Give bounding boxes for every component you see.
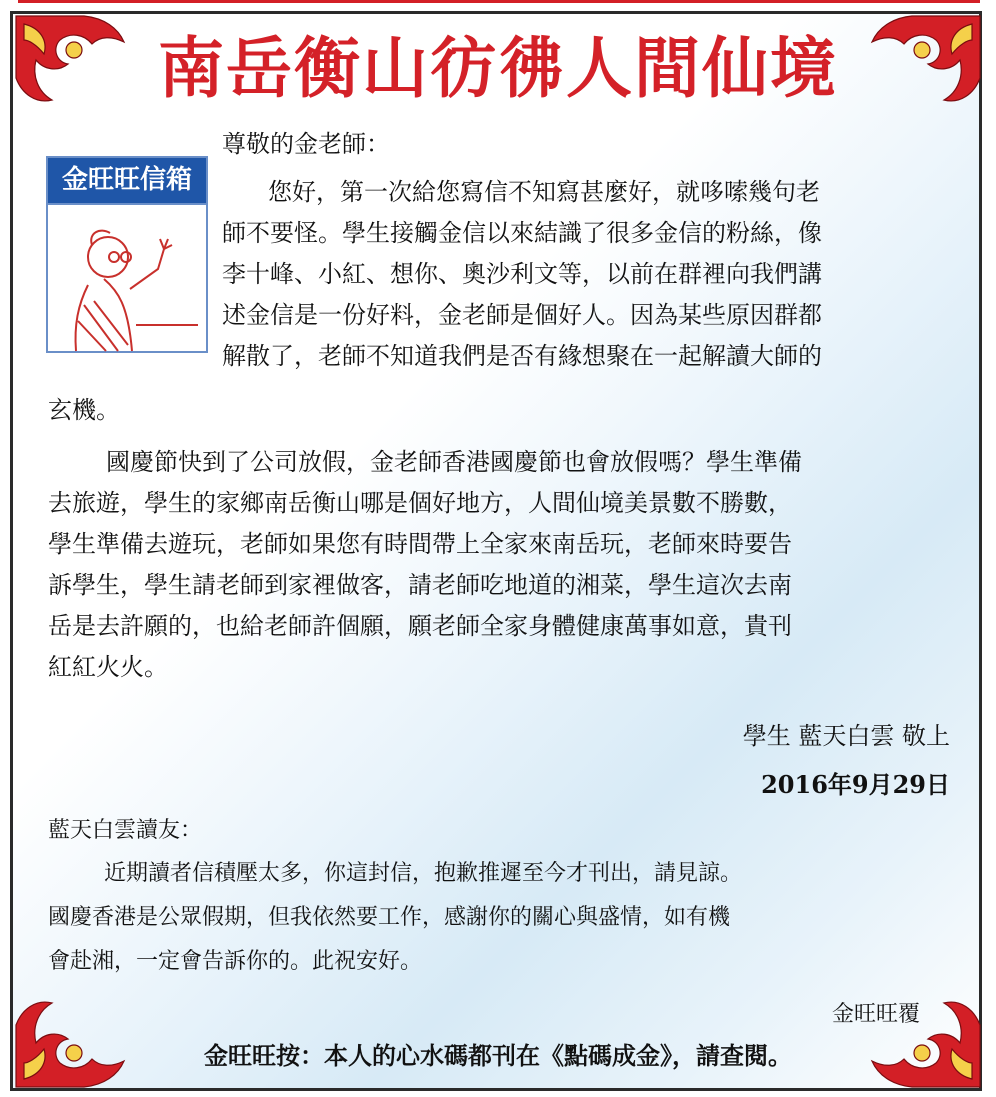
- reply-salutation: 藍天白雲讀友：: [48, 818, 203, 843]
- text-line: 師不要怪。學生接觸金信以來結識了很多金信的粉絲，像: [222, 219, 822, 247]
- mailbox-title: 金旺旺信箱: [48, 158, 206, 205]
- columnist-illustration-icon: [48, 205, 206, 353]
- letter-paragraph-1: [222, 172, 952, 377]
- editor-note: 金旺旺按：本人的心水碼都刊在《點碼成金》，請查閱。: [204, 1042, 792, 1070]
- text-line: 去旅遊，學生的家鄉南岳衡山哪是個好地方，人間仙境美景數不勝數，: [48, 489, 792, 517]
- reply-signoff: 金旺旺覆: [831, 1002, 920, 1027]
- text-line: 近期讀者信積壓太多，你這封信，抱歉推遲至今才刊出，請見諒。: [104, 861, 743, 886]
- headline: 南岳衡山彷彿人間仙境: [158, 29, 838, 107]
- text-line: 訴學生，學生請老師到家裡做客，請老師吃地道的湘菜，學生這次去南: [48, 571, 792, 599]
- mailbox-logo: [46, 156, 208, 353]
- letter-date: 2016年9月29日: [761, 770, 950, 799]
- text-line: 述金信是一份好料，金老師是個好人。因為某些原因群都: [222, 301, 822, 329]
- text-line: 紅紅火火。: [48, 653, 168, 681]
- letter-salutation: 尊敬的金老師：: [222, 130, 390, 158]
- reply-paragraph: [48, 852, 948, 984]
- top-red-rule: [18, 0, 980, 3]
- text-line: 學生準備去遊玩，老師如果您有時間帶上全家來南岳玩，老師來時要告: [48, 530, 792, 558]
- text-line: 國慶香港是公眾假期，但我依然要工作，感謝你的關心與盛情，如有機: [48, 905, 731, 930]
- letter-signoff: 學生 藍天白雲 敬上: [742, 722, 950, 750]
- text-line: 岳是去許願的，也給老師許個願，願老師全家身體健康萬事如意，貴刊: [48, 612, 792, 640]
- text-line: 李十峰、小紅、想你、奧沙利文等，以前在群裡向我們講: [222, 260, 822, 288]
- text-line: 國慶節快到了公司放假，金老師香港國慶節也會放假嗎？學生準備: [106, 448, 802, 476]
- letter-paragraph-2: [48, 442, 948, 688]
- text-line: 解散了，老師不知道我們是否有緣想聚在一起解讀大師的: [222, 342, 822, 370]
- text-line: 玄機。: [48, 396, 120, 424]
- text-line: 會赴湘，一定會告訴你的。此祝安好。: [48, 949, 423, 974]
- text-line: 您好，第一次給您寫信不知寫甚麼好，就哆嗦幾句老: [268, 178, 820, 206]
